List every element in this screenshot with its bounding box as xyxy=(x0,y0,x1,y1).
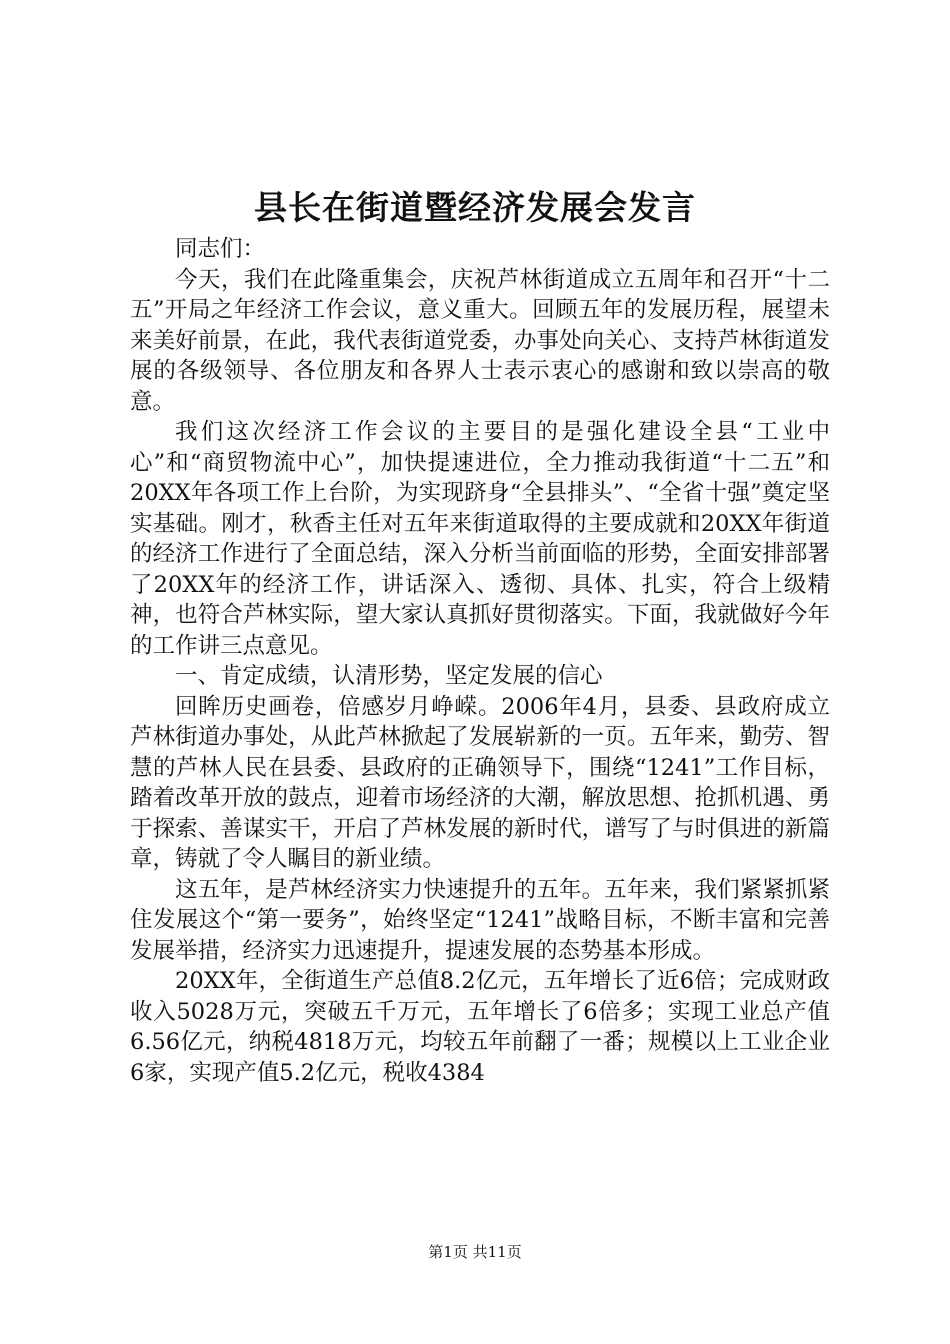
body-paragraph-1: 今天，我们在此隆重集会，庆祝芦林街道成立五周年和召开“十二五”开局之年经济工作会议，意义重大。回顾五年的发展历程，展望未来美好前景，在此，我代表街道党委，办事处向关心、支持芦林街道发展的各级领导、各位朋友和各界人士表示衷心的感谢和致以崇高的敬意。 xyxy=(130,266,830,415)
salutation-paragraph: 同志们： xyxy=(175,236,266,262)
page-footer: 第1页 共11页 xyxy=(428,1243,522,1261)
document-body xyxy=(130,234,830,1088)
body-paragraph-5: 20XX年，全街道生产总值8.2亿元，五年增长了近6倍；完成财政收入5028万元，突破五千万元，五年增长了6倍多；实现工业总产值6.56亿元，纳税4818万元，均较五年前翻了一番；规模以上工业企业6家，实现产值5.2亿元，税收4384 xyxy=(130,968,830,1086)
body-paragraph-3: 回眸历史画卷，倍感岁月峥嵘。2006年4月，县委、县政府成立芦林街道办事处，从此芦林掀起了发展崭新的一页。五年来，勤劳、智慧的芦林人民在县委、县政府的正确领导下，围绕“1241”工作目标，踏着改革开放的鼓点，迎着市场经济的大潮，解放思想、抢抓机遇、勇于探索、善谋实干，开启了芦林发展的新时代，谱写了与时俱进的新篇章，铸就了令人瞩目的新业绩。 xyxy=(130,693,830,872)
section-heading-1: 一、肯定成绩，认清形势，坚定发展的信心 xyxy=(175,663,603,689)
body-paragraph-4: 这五年，是芦林经济实力快速提升的五年。五年来，我们紧紧抓紧住发展这个“第一要务”，始终坚定“1241”战略目标，不断丰富和完善发展举措，经济实力迅速提升，提速发展的态势基本形成。 xyxy=(130,876,830,964)
body-paragraph-2: 我们这次经济工作会议的主要目的是强化建设全县“工业中心”和“商贸物流中心”，加快提速进位，全力推动我街道“十二五”和20XX年各项工作上台阶，为实现跻身“全县排头”、“全省十强”奠定坚实基础。刚才，秋香主任对五年来街道取得的主要成就和20XX年街道的经济工作进行了全面总结，深入分析当前面临的形势，全面安排部署了20XX年的经济工作，讲话深入、透彻、具体、扎实，符合上级精神，也符合芦林实际，望大家认真抓好贯彻落实。下面，我就做好今年的工作讲三点意见。 xyxy=(130,419,830,659)
document-title: 县长在街道暨经济发展会发言 xyxy=(254,188,696,227)
